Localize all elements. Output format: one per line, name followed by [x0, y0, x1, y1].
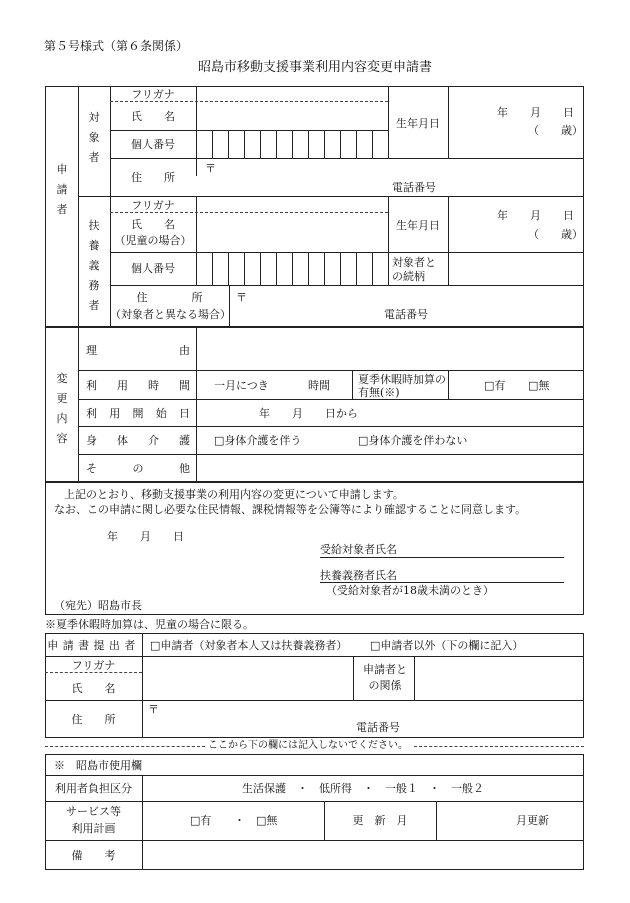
guardian-address-note: （対象者と異なる場合） [110, 308, 231, 321]
guardian-name-note: （受給対象者が18歳未満のとき） [326, 584, 494, 597]
subject-name-label: 氏 名 [131, 110, 175, 123]
plan-yes-checkbox[interactable]: □有 [190, 814, 212, 827]
guardian-name-label: 扶養義務者氏名 [320, 569, 397, 582]
submitter-postal-mark: 〒 [148, 703, 159, 716]
body-care-label: 身 体 介 護 [86, 434, 190, 447]
without-care-checkbox[interactable]: □身体介護を伴わない [358, 434, 468, 447]
burden-label: 利用者負担区分 [55, 782, 132, 795]
submitter-label: 申請書提出者 [47, 639, 140, 652]
submitter-relation-label: 申請者との関係 [363, 663, 407, 692]
hours-label: 時間 [308, 379, 330, 392]
page-title: 昭島市移動支援事業利用内容変更申請書 [197, 60, 432, 75]
guardian-number-label: 個人番号 [131, 262, 175, 275]
other-label: そ の 他 [86, 462, 190, 475]
renewal-value: 月更新 [516, 814, 549, 827]
subject-address-label: 住 所 [131, 171, 175, 184]
submitter-option-other[interactable]: □申請者以外（下の欄に記入） [370, 639, 524, 652]
guardian-relation-label: 対象者との続柄 [392, 256, 436, 283]
guardian-furigana-label: フリガナ [131, 199, 175, 212]
per-month-label: 一月につき [214, 379, 269, 392]
cut-line-text: ここから下の欄には記入しないでください。 [208, 740, 408, 751]
subject-number-label: 個人番号 [131, 138, 175, 151]
subject-furigana-label: フリガナ [131, 88, 175, 101]
guardian-label: 扶 養 義 務 者 [88, 219, 100, 312]
start-date-label: 利 用 開 始 日 [86, 407, 190, 420]
subject-label: 対 象 者 [88, 111, 100, 164]
change-label: 変 更 内 容 [56, 372, 68, 445]
guardian-age-value: （ 歳） [528, 228, 583, 241]
guardian-name-note: （児童の場合） [114, 234, 192, 247]
plan-separator: ・ [234, 814, 245, 827]
guardian-name-label: 氏 名 [131, 218, 175, 231]
guardian-address-label: 住 所 [136, 291, 203, 304]
submitter-option-applicant[interactable]: □申請者（対象者本人又は扶養義務者） [150, 639, 348, 652]
form-number: 第５号様式（第６条関係） [44, 39, 189, 53]
remarks-label: 備 考 [71, 849, 116, 862]
with-care-checkbox[interactable]: □身体介護を伴う [214, 434, 302, 447]
usage-time-label: 利 用 時 間 [86, 379, 190, 392]
submitter-phone-label: 電話番号 [356, 721, 400, 734]
declaration-date: 年 月 日 [107, 530, 184, 543]
subject-birth-value: 年 月 日 [497, 106, 574, 119]
guardian-birth-label: 生年月日 [396, 219, 440, 232]
subject-age-value: （ 歳） [528, 124, 583, 137]
reason-label: 理 由 [86, 344, 190, 357]
burden-options: 生活保護 ・ 低所得 ・ 一般１ ・ 一般２ [242, 782, 484, 795]
summer-yes-checkbox[interactable]: □有 [484, 379, 506, 392]
submitter-furigana-label: フリガナ [71, 659, 116, 672]
guardian-phone-label: 電話番号 [384, 308, 428, 321]
plan-no-checkbox[interactable]: □無 [256, 814, 278, 827]
plan-label-1: サービス等 [66, 805, 121, 818]
guardian-postal-mark: 〒 [236, 291, 247, 304]
submitter-address-label: 住 所 [71, 713, 116, 726]
summer-label: 夏季休暇時加算の有無(※) [358, 373, 446, 399]
addressee: （宛先）昭島市長 [54, 599, 142, 612]
office-header: ※ 昭島市使用欄 [54, 759, 142, 772]
plan-label-2: 利用計画 [71, 822, 116, 835]
renewal-label: 更 新 月 [352, 814, 408, 827]
applicant-label: 申 請 者 [56, 163, 68, 216]
subject-postal-mark: 〒 [205, 162, 216, 175]
declaration-line-2: なお、この申請に関し必要な住民情報、課税情報等を公簿等により確認することに同意します。 [54, 503, 527, 516]
declaration-line-1: 上記のとおり、移動支援事業の利用内容の変更について申請します。 [64, 488, 404, 501]
summer-no-checkbox[interactable]: □無 [528, 379, 550, 392]
submitter-name-label: 氏 名 [71, 682, 116, 695]
start-date-value: 年 月 日から [259, 407, 358, 420]
summer-note: ※夏季休暇時加算は、児童の場合に限る。 [45, 618, 254, 631]
guardian-birth-value: 年 月 日 [497, 209, 574, 222]
recipient-name-label: 受給対象者氏名 [320, 543, 397, 556]
subject-birth-label: 生年月日 [396, 117, 440, 130]
subject-phone-label: 電話番号 [392, 181, 436, 194]
